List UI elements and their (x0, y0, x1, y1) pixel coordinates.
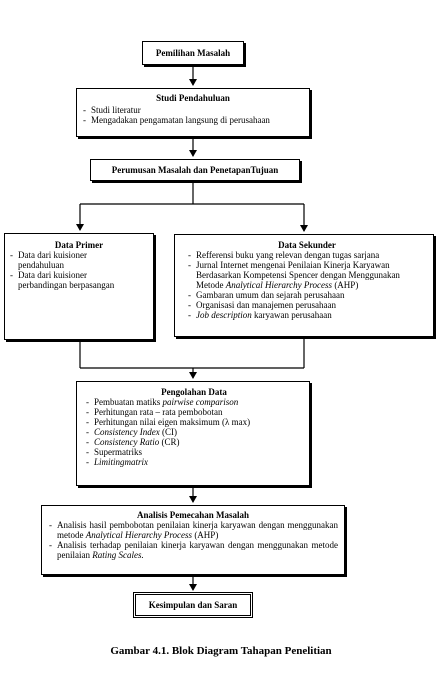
perumusan-masalah-title: Perumusan Masalah dan PenetapanTujuan (111, 165, 279, 175)
box-analisis-pemecahan-masalah (41, 505, 345, 575)
list-item: - Analisis hasil pembobotan penilaian kinerja karyawan dengan menggunakan metode Analytical Hierarchy Process (AHP) (48, 520, 338, 540)
box-perumusan-masalah (90, 159, 300, 181)
list-item: - Supermatriks (85, 447, 303, 457)
box-kesimpulan-dan-saran (133, 592, 253, 618)
box-data-sekunder (174, 234, 434, 337)
list-item: - Perhitungan nilai eigen maksimum (λ max) (85, 417, 303, 427)
list-item: - Consistency Ratio (CR) (85, 437, 303, 447)
box-pemilihan-masalah (142, 41, 244, 65)
list-item: - Data dari kuisioner pendahuluan (9, 250, 106, 270)
figure-caption: Gambar 4.1. Blok Diagram Tahapan Penelitian (110, 645, 332, 657)
studi-pendahuluan-title: Studi Pendahuluan (156, 93, 230, 103)
list-item: - Limitingmatrix (85, 457, 303, 467)
pengolahan-data-title: Pengolahan Data (161, 387, 227, 397)
data-sekunder-title: Data Sekunder (278, 240, 336, 250)
list-item: - Consistency Index (CI) (85, 427, 303, 437)
list-item: - Studi literatur (82, 105, 304, 115)
list-item: - Mengadakan pengamatan langsung di perusahaan (82, 115, 304, 125)
kesimpulan-title: Kesimpulan dan Saran (148, 600, 238, 610)
box-pengolahan-data (76, 381, 310, 486)
box-studi-pendahuluan (76, 88, 310, 137)
analisis-title: Analisis Pemecahan Masalah (136, 510, 249, 520)
list-item: - Analisis terhadap penilaian kinerja karyawan dengan menggunakan metode penilaian Rating Scales. (48, 540, 338, 560)
list-item: - Refferensi buku yang relevan dengan tugas sarjana (187, 250, 427, 260)
list-item: - Data dari kuisioner perbandingan berpasangan (9, 270, 138, 290)
list-item: - Organisasi dan manajemen perusahaan (187, 300, 427, 310)
list-item: - Perhitungan rata – rata pembobotan (85, 407, 303, 417)
data-primer-title: Data Primer (54, 240, 104, 250)
pemilihan-masalah-title: Pemilihan Masalah (155, 48, 231, 58)
list-item: - Pembuatan matiks pairwise comparison (85, 397, 303, 407)
list-item: - Jurnal Internet mengenai Penilaian Kinerja Karyawan Berdasarkan Kompetensi Spencer dengan Menggunakan Metode Analytical Hierarchy Process (AHP) (187, 260, 427, 290)
box-data-primer (4, 233, 154, 340)
list-item: - Gambaran umum dan sejarah perusahaan (187, 290, 427, 300)
list-item: - Job description karyawan perusahaan (187, 310, 427, 320)
